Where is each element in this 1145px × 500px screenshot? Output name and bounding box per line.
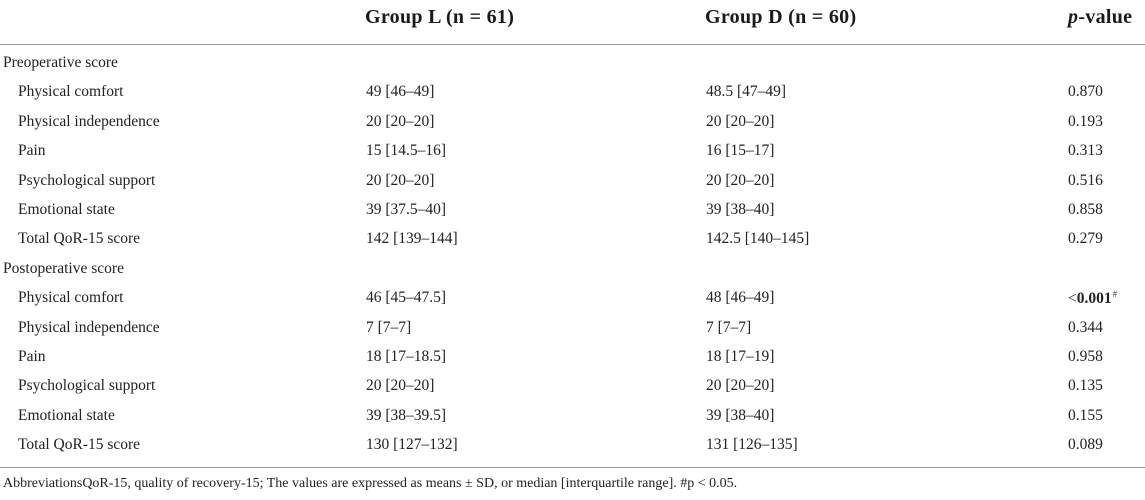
table-row <box>0 225 1145 254</box>
p-significant: 0.001 <box>1076 290 1112 308</box>
table-row <box>0 372 1145 401</box>
cell-p-value: 0.870 <box>1068 83 1103 101</box>
row-label: Total QoR-15 score <box>18 230 141 248</box>
cell-group-l: 20 [20–20] <box>366 112 435 130</box>
cell-group-d: 39 [38–40] <box>706 200 775 218</box>
section-title: Postoperative score <box>3 259 124 277</box>
row-label: Physical comfort <box>18 83 124 101</box>
cell-group-d: 20 [20–20] <box>706 171 775 189</box>
cell-group-l: 15 [14.5–16] <box>366 142 447 160</box>
table-row <box>0 314 1145 343</box>
table-row <box>0 431 1145 460</box>
row-label: Physical independence <box>18 112 160 130</box>
table-row <box>0 167 1145 196</box>
section-title: Preoperative score <box>3 54 118 71</box>
row-label: Psychological support <box>18 377 156 395</box>
cell-group-d: 142.5 [140–145] <box>706 230 810 248</box>
header-group-d: Group D (n = 60) <box>705 6 857 28</box>
cell-p-value: 0.279 <box>1068 230 1103 248</box>
cell-group-l: 49 [46–49] <box>366 83 435 101</box>
cell-group-l: 20 [20–20] <box>366 377 435 395</box>
p-prefix: < <box>1068 290 1077 308</box>
table-row <box>0 343 1145 372</box>
row-label: Psychological support <box>18 171 156 189</box>
cell-p-value: 0.858 <box>1068 200 1103 218</box>
cell-p-value <box>1068 289 1117 308</box>
table-row <box>0 196 1145 225</box>
cell-group-l: 130 [127–132] <box>366 436 458 454</box>
cell-group-d: 20 [20–20] <box>706 112 775 130</box>
cell-p-value: 0.313 <box>1068 142 1103 160</box>
table-row <box>0 108 1145 137</box>
section-header-preoperative <box>0 49 1145 78</box>
table-row <box>0 402 1145 431</box>
row-label: Physical comfort <box>18 289 124 307</box>
cell-group-l: 39 [37.5–40] <box>366 200 447 218</box>
cell-group-d: 48.5 [47–49] <box>706 83 787 101</box>
table-row <box>0 137 1145 166</box>
table-header <box>0 0 1145 45</box>
cell-group-l: 7 [7–7] <box>366 318 412 336</box>
section-header-postoperative <box>0 255 1145 284</box>
table-row <box>0 78 1145 107</box>
cell-p-value: 0.089 <box>1068 436 1103 454</box>
significance-marker: # <box>1112 289 1118 300</box>
cell-group-d: 39 [38–40] <box>706 406 775 424</box>
cell-p-value: 0.155 <box>1068 406 1103 424</box>
header-group-l: Group L (n = 61) <box>365 6 515 28</box>
table-body <box>0 49 1145 460</box>
cell-group-l: 18 [17–18.5] <box>366 347 447 365</box>
cell-p-value: 0.516 <box>1068 171 1103 189</box>
header-p-letter: p <box>1068 6 1079 28</box>
cell-group-d: 7 [7–7] <box>706 318 752 336</box>
cell-group-l: 20 [20–20] <box>366 171 435 189</box>
cell-group-l: 142 [139–144] <box>366 230 458 248</box>
cell-group-d: 16 [15–17] <box>706 142 775 160</box>
cell-p-value: 0.344 <box>1068 318 1103 336</box>
row-label: Pain <box>18 347 46 365</box>
row-label: Emotional state <box>18 200 115 218</box>
cell-group-d: 18 [17–19] <box>706 347 775 365</box>
cell-group-d: 20 [20–20] <box>706 377 775 395</box>
row-label: Physical independence <box>18 318 160 336</box>
header-p-value <box>1068 6 1132 29</box>
row-label: Emotional state <box>18 406 115 424</box>
cell-p-value: 0.193 <box>1068 112 1103 130</box>
cell-group-d: 131 [126–135] <box>706 436 798 454</box>
cell-p-value: 0.958 <box>1068 347 1103 365</box>
table-row <box>0 284 1145 313</box>
row-label: Pain <box>18 142 46 160</box>
cell-group-l: 39 [38–39.5] <box>366 406 447 424</box>
row-label: Total QoR-15 score <box>18 436 141 454</box>
cell-group-l: 46 [45–47.5] <box>366 289 447 307</box>
table-bottom-rule <box>0 467 1145 468</box>
cell-group-d: 48 [46–49] <box>706 289 775 307</box>
cell-p-value: 0.135 <box>1068 377 1103 395</box>
table-footnote: AbbreviationsQoR-15, quality of recovery-15; The values are expressed as means ± SD, or median [interquartile range]. #p < 0.05. <box>3 476 738 491</box>
header-p-suffix: -value <box>1078 6 1133 28</box>
